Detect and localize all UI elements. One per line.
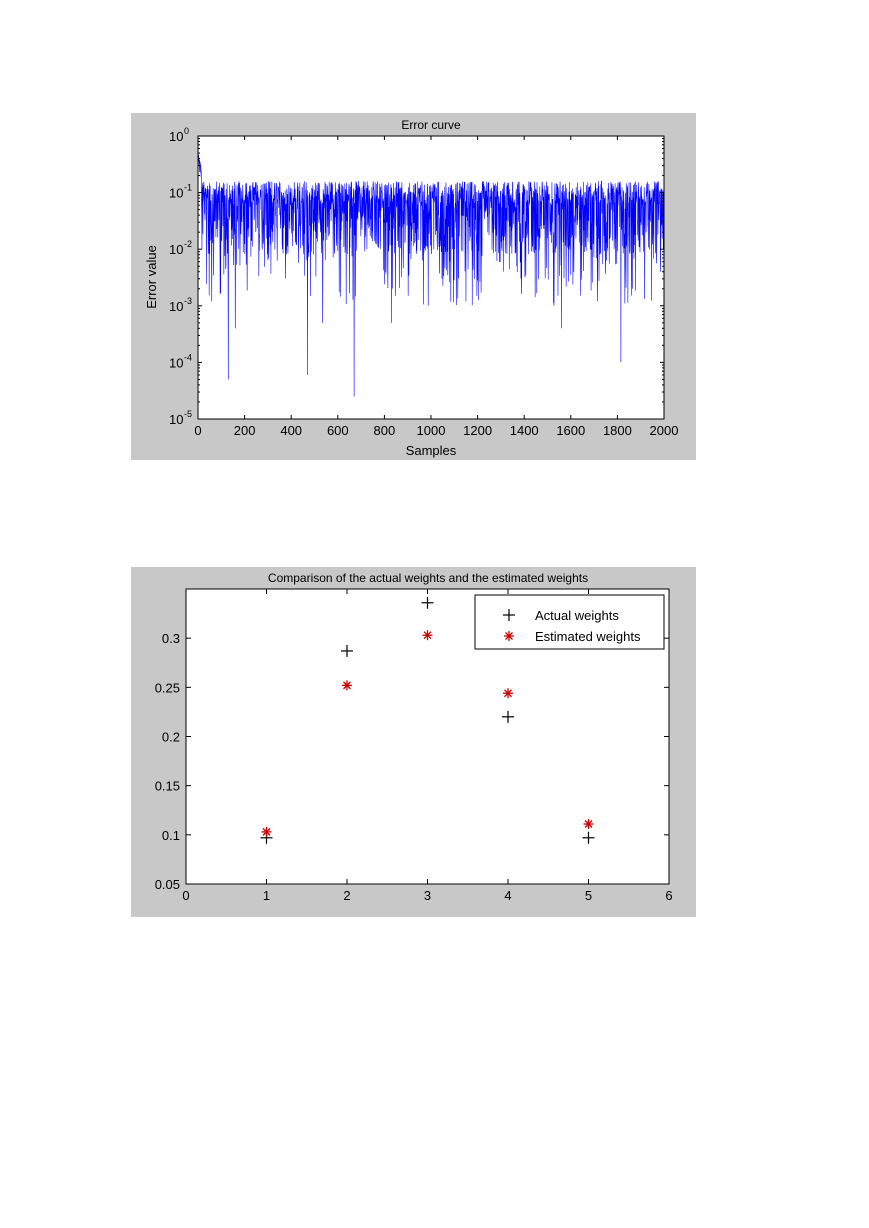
x-tick-label: 1 [262, 888, 271, 903]
x-tick-label: 1600 [556, 423, 586, 438]
y-tick-label: 0.3 [161, 631, 180, 647]
x-tick-label: 4 [504, 888, 512, 903]
x-tick-label: 5 [584, 888, 593, 903]
weights-comparison-figure [131, 567, 696, 917]
x-tick-label: 1800 [602, 423, 632, 438]
y-tick-exponent: -2 [184, 239, 193, 250]
legend-label-actual: Actual weights [535, 608, 619, 623]
weights-comparison-chart [131, 567, 696, 917]
legend-label-estimated: Estimated weights [535, 629, 641, 644]
y-tick-label: 10 [169, 185, 184, 201]
x-tick-label: 6 [665, 888, 673, 903]
x-tick-label: 1200 [463, 423, 493, 438]
chart-title: Error curve [401, 118, 461, 132]
y-tick-exponent: -3 [184, 295, 193, 306]
legend [475, 595, 664, 649]
plot-area [198, 136, 664, 419]
error-curve-chart [131, 113, 696, 460]
y-tick-label: 10 [169, 298, 184, 314]
y-tick-exponent: -5 [184, 409, 193, 419]
error-curve-figure [131, 113, 696, 460]
x-tick-label: 2000 [649, 423, 679, 438]
y-tick-label: 0.25 [154, 680, 180, 696]
x-tick-label: 800 [373, 423, 396, 438]
y-tick-label: 10 [169, 242, 184, 258]
x-tick-label: 3 [423, 888, 432, 903]
chart-title: Comparison of the actual weights and the estimated weights [267, 571, 589, 585]
x-tick-label: 200 [233, 423, 256, 438]
x-tick-label: 400 [280, 423, 303, 438]
x-tick-label: 2 [343, 888, 351, 903]
x-axis-label: Samples [405, 443, 457, 458]
y-tick-exponent: 0 [184, 126, 190, 136]
y-tick-label: 10 [169, 355, 184, 371]
y-tick-label: 0.1 [161, 827, 180, 843]
x-tick-label: 600 [326, 423, 349, 438]
x-tick-label: 1400 [509, 423, 539, 438]
y-tick-label: 10 [169, 412, 184, 427]
y-tick-label: 10 [169, 129, 184, 144]
x-tick-label: 1000 [416, 423, 446, 438]
y-tick-label: 0.15 [154, 778, 180, 794]
y-tick-label: 0.2 [161, 729, 180, 745]
estimated-weight-point [584, 819, 594, 829]
y-tick-exponent: -1 [184, 182, 193, 193]
y-tick-exponent: -4 [184, 352, 193, 363]
y-axis-label: Error value [144, 245, 159, 309]
x-tick-label: 0 [194, 423, 202, 438]
legend-marker-estimated [504, 631, 514, 641]
y-tick-label: 0.05 [154, 877, 180, 892]
estimated-weight-point [503, 688, 513, 698]
x-tick-label: 0 [182, 888, 190, 903]
